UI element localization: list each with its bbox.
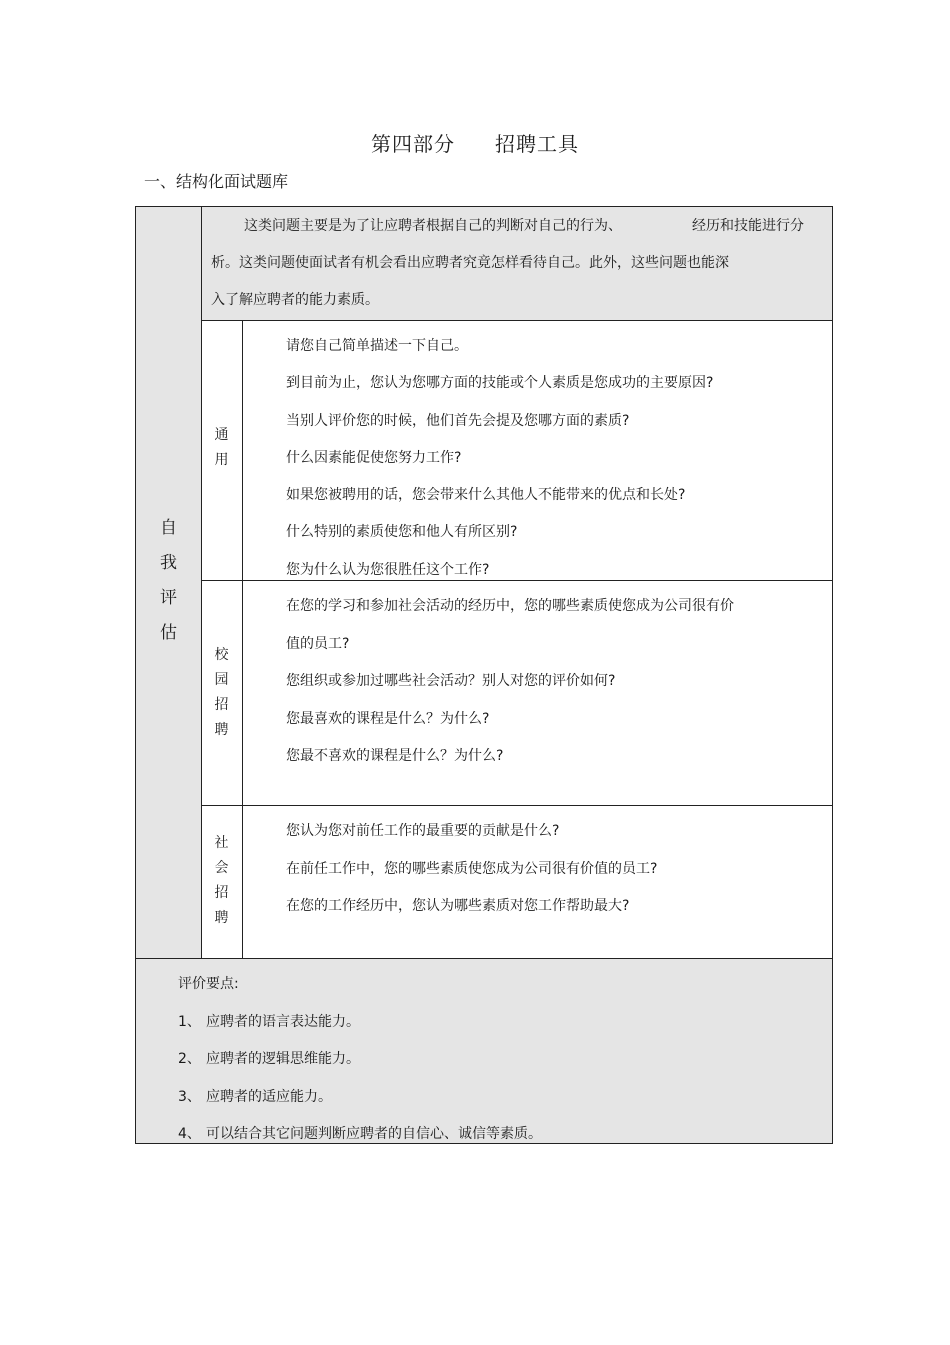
evaluation-item: 4、 可以结合其它问题判断应聘者的自信心、诚信等素质。: [178, 1126, 542, 1142]
question-item: 到目前为止，您认为您哪方面的技能或个人素质是您成功的主要原因?: [286, 375, 714, 392]
question-item: 您组织或参加过哪些社会活动？别人对您的评价如何?: [286, 673, 616, 690]
group-label-campus: 校 园 招 聘: [214, 647, 229, 738]
question-item: 在您的工作经历中，您认为哪些素质对您工作帮助最大?: [286, 898, 630, 914]
evaluation-item: 2、 应聘者的逻辑思维能力。: [178, 1051, 360, 1067]
intro-line: 经历和技能进行分: [692, 218, 804, 234]
question-item: 您最不喜欢的课程是什么？为什么?: [286, 748, 504, 765]
intro-line: 析。这类问题使面试者有机会看出应聘者究竟怎样看待自己。此外，这些问题也能深: [211, 255, 729, 271]
question-item: 当别人评价您的时候，他们首先会提及您哪方面的素质?: [286, 412, 630, 429]
evaluation-item: 3、 应聘者的适应能力。: [178, 1088, 332, 1105]
social-questions: [286, 813, 657, 926]
category-label: 自 我 评 估: [160, 518, 177, 643]
question-item: 您认为您对前任工作的最重要的贡献是什么?: [286, 823, 560, 839]
page-title: [0, 128, 950, 157]
section-heading: 一、结构化面试题库: [144, 172, 289, 191]
intro-line: 入了解应聘者的能力素质。: [211, 292, 379, 308]
general-questions: [286, 328, 713, 589]
divider: [201, 805, 832, 806]
question-item: 什么特别的素质使您和他人有所区别?: [286, 524, 518, 541]
campus-questions: [286, 588, 734, 776]
question-item: 值的员工?: [286, 635, 350, 652]
question-bank-table: [135, 206, 833, 1144]
divider: [201, 320, 832, 321]
question-item: 您为什么认为您很胜任这个工作?: [286, 561, 490, 578]
divider: [136, 958, 832, 959]
evaluation-heading: 评价要点:: [178, 976, 239, 992]
question-item: 在前任工作中，您的哪些素质使您成为公司很有价值的员工?: [286, 860, 658, 877]
question-item: 在您的学习和参加社会活动的经历中，您的哪些素质使您成为公司很有价: [286, 598, 734, 614]
evaluation-points: [178, 966, 542, 1154]
question-item: 什么因素能促使您努力工作?: [286, 449, 462, 466]
question-item: 您最喜欢的课程是什么？为什么?: [286, 710, 490, 727]
question-item: 请您自己简单描述一下自己。: [286, 338, 468, 354]
evaluation-item: 1、 应聘者的语言表达能力。: [178, 1013, 360, 1030]
group-label-social: 社 会 招 聘: [214, 835, 229, 926]
question-item: 如果您被聘用的话，您会带来什么其他人不能带来的优点和长处?: [286, 487, 686, 504]
title-name: 招聘工具: [495, 132, 579, 156]
group-label-general: 通 用: [214, 427, 229, 468]
title-part: 第四部分: [371, 132, 455, 156]
intro-line: 这类问题主要是为了让应聘者根据自己的判断对自己的行为、: [244, 218, 622, 234]
divider: [242, 320, 243, 959]
